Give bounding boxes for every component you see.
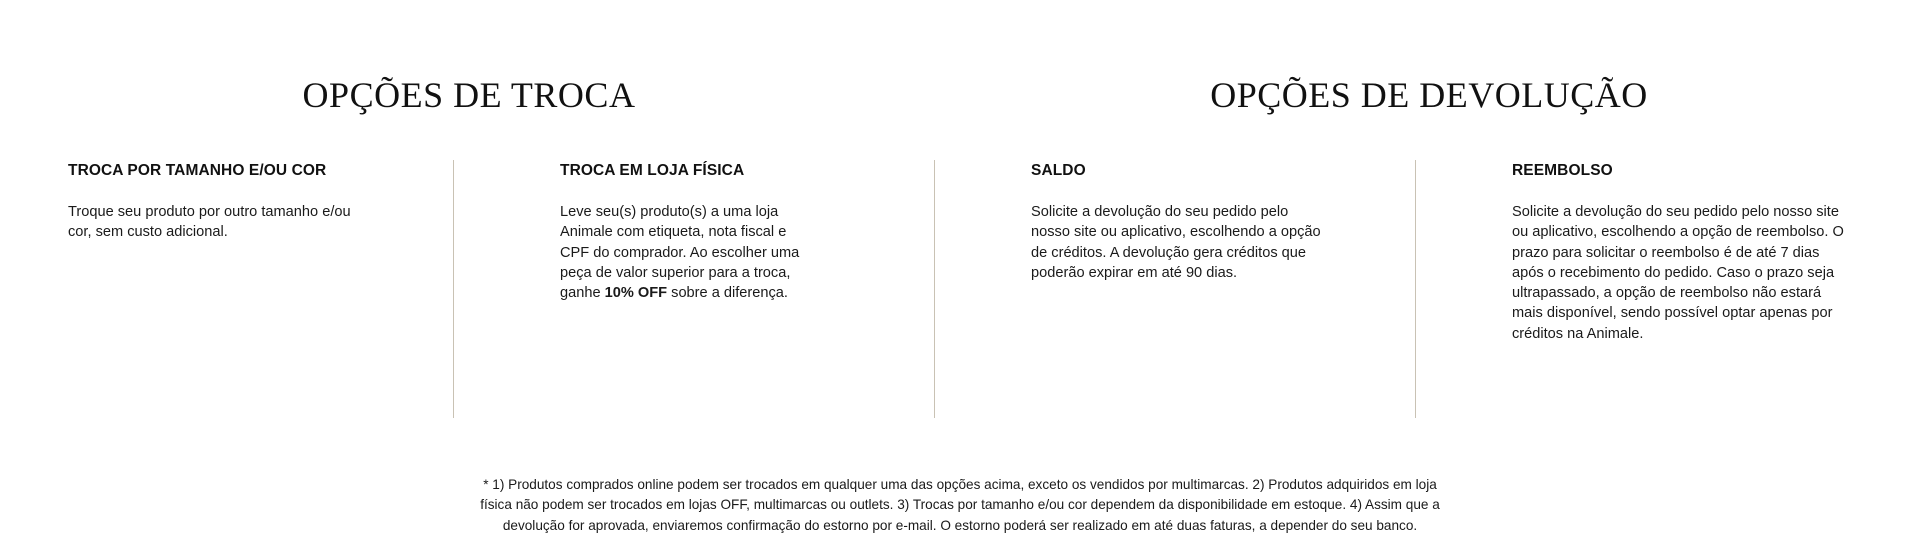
option-description: Solicite a devolução do seu pedido pelo nosso site ou aplicativo, escolhendo a opção de créditos. A devolução gera créditos que poderão expirar em até 90 dias. [1031,204,1321,281]
description-text: sobre a diferença. [667,285,788,302]
column-divider [934,160,935,418]
option-description [560,202,810,303]
option-troca-loja [560,162,810,420]
option-title: TROCA POR TAMANHO E/OU COR [68,162,327,179]
devolucao-section-title: OPÇÕES DE DEVOLUÇÃO [1210,75,1648,115]
option-saldo [1031,162,1331,420]
discount-highlight: 10% OFF [604,285,668,302]
option-title: SALDO [1031,162,1086,179]
column-divider [1415,160,1416,418]
option-description: Solicite a devolução do seu pedido pelo nosso site ou aplicativo, escolhendo a opção de reembolso. O prazo para solicitar o reembolso é de até 7 dias após o recebimento do pedido. Caso o prazo seja ultrapassado, a opção de reembolso não estará mais disponível, sendo possível optar apenas por créditos na Animale. [1512,204,1844,342]
option-title: TROCA EM LOJA FÍSICA [560,162,745,179]
option-title: REEMBOLSO [1512,162,1613,179]
option-description: Troque seu produto por outro tamanho e/ou cor, sem custo adicional. [68,204,351,241]
option-reembolso [1512,162,1846,420]
troca-section-title: OPÇÕES DE TROCA [302,75,636,115]
description-text: Leve seu(s) produto(s) a uma loja Animale com etiqueta, nota fiscal e CPF do comprador. Ao escolher uma peça de valor superior para a troca, ganhe [560,204,800,302]
footnote: * 1) Produtos comprados online podem ser trocados em qualquer uma das opções acima, exceto os vendidos por multimarcas. 2) Produtos adquiridos em loja física não podem ser trocados em lojas OFF, multimarcas ou outlets. 3) Trocas por tamanho e/ou cor dependem da disponibilidade em estoque. 4) Assim que a devolução for aprovada, enviaremos confirmação do estorno por e-mail. O estorno poderá ser realizado em até duas faturas, a depender do seu banco. [480,477,1440,533]
column-divider [453,160,454,418]
option-troca-tamanho [68,162,368,420]
